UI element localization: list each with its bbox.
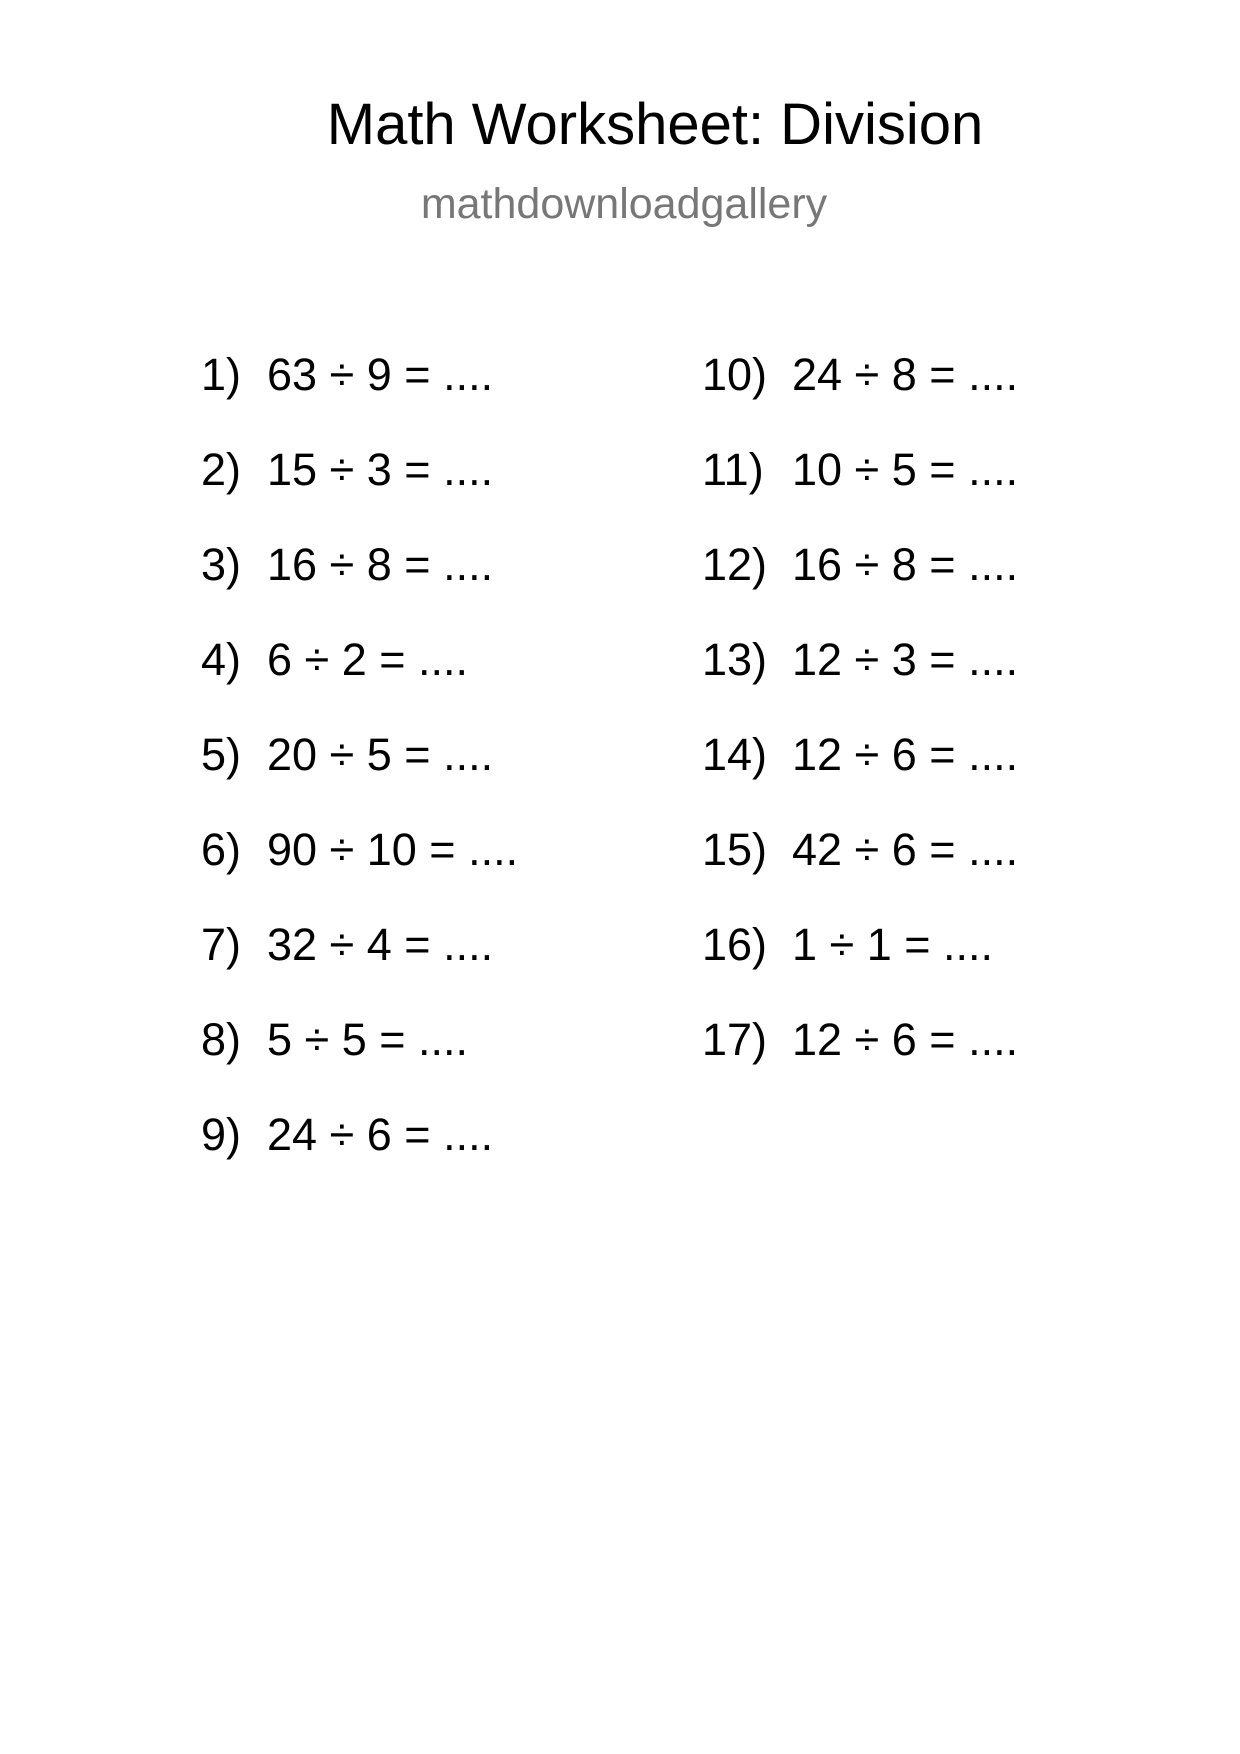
problem-item [702,539,1019,637]
page-subtitle: mathdownloadgallery [420,180,828,228]
problem-item [702,444,1019,542]
problem-number: 15) [702,824,768,875]
problem-item [201,729,518,827]
problem-column-left [201,349,519,1207]
problem-item [702,634,1019,732]
problem-number: 8) [201,1014,242,1065]
problem-item [201,444,518,542]
problem-expression: 10 ÷ 5 = .... [792,444,1019,495]
problem-item [201,824,519,922]
problem-item [702,729,1019,827]
problem-item [702,349,1019,447]
problem-number: 3) [201,539,242,590]
problem-expression: 12 ÷ 6 = .... [792,729,1019,780]
problem-number: 12) [702,539,768,590]
problem-column-right [702,349,1019,1112]
problem-number: 16) [702,919,768,970]
problem-item [201,634,518,732]
problem-expression: 12 ÷ 6 = .... [792,1014,1019,1065]
problem-item [201,1014,518,1112]
problem-number: 7) [201,919,242,970]
problem-number: 17) [702,1014,768,1065]
problem-number: 11) [702,444,764,495]
problem-expression: 5 ÷ 5 = .... [267,1014,469,1065]
problem-number: 6) [201,824,242,875]
problem-expression: 12 ÷ 3 = .... [792,634,1019,685]
problem-number: 10) [702,349,768,400]
problem-expression: 24 ÷ 8 = .... [792,349,1019,400]
problem-expression: 63 ÷ 9 = .... [267,349,494,400]
problem-item [201,919,518,1017]
problem-expression: 6 ÷ 2 = .... [267,634,469,685]
problem-item [702,919,1018,1017]
problem-number: 9) [201,1109,242,1160]
problem-expression: 32 ÷ 4 = .... [267,919,494,970]
problem-expression: 24 ÷ 6 = .... [267,1109,494,1160]
problem-expression: 20 ÷ 5 = .... [267,729,494,780]
problem-item [201,539,518,637]
problem-expression: 90 ÷ 10 = .... [267,824,519,875]
problem-item [702,1014,1019,1112]
problem-expression: 1 ÷ 1 = .... [792,919,994,970]
problem-item [201,349,518,447]
problem-expression: 42 ÷ 6 = .... [792,824,1019,875]
problem-item [201,1109,518,1207]
problem-expression: 15 ÷ 3 = .... [267,444,494,495]
problem-item [702,824,1019,922]
problem-number: 1) [201,349,242,400]
problem-number: 13) [702,634,768,685]
page-title: Math Worksheet: Division [326,92,984,157]
problem-expression: 16 ÷ 8 = .... [792,539,1019,590]
problem-number: 14) [702,729,768,780]
problem-number: 5) [201,729,242,780]
problem-number: 2) [201,444,242,495]
problem-number: 4) [201,634,242,685]
problem-expression: 16 ÷ 8 = .... [267,539,494,590]
